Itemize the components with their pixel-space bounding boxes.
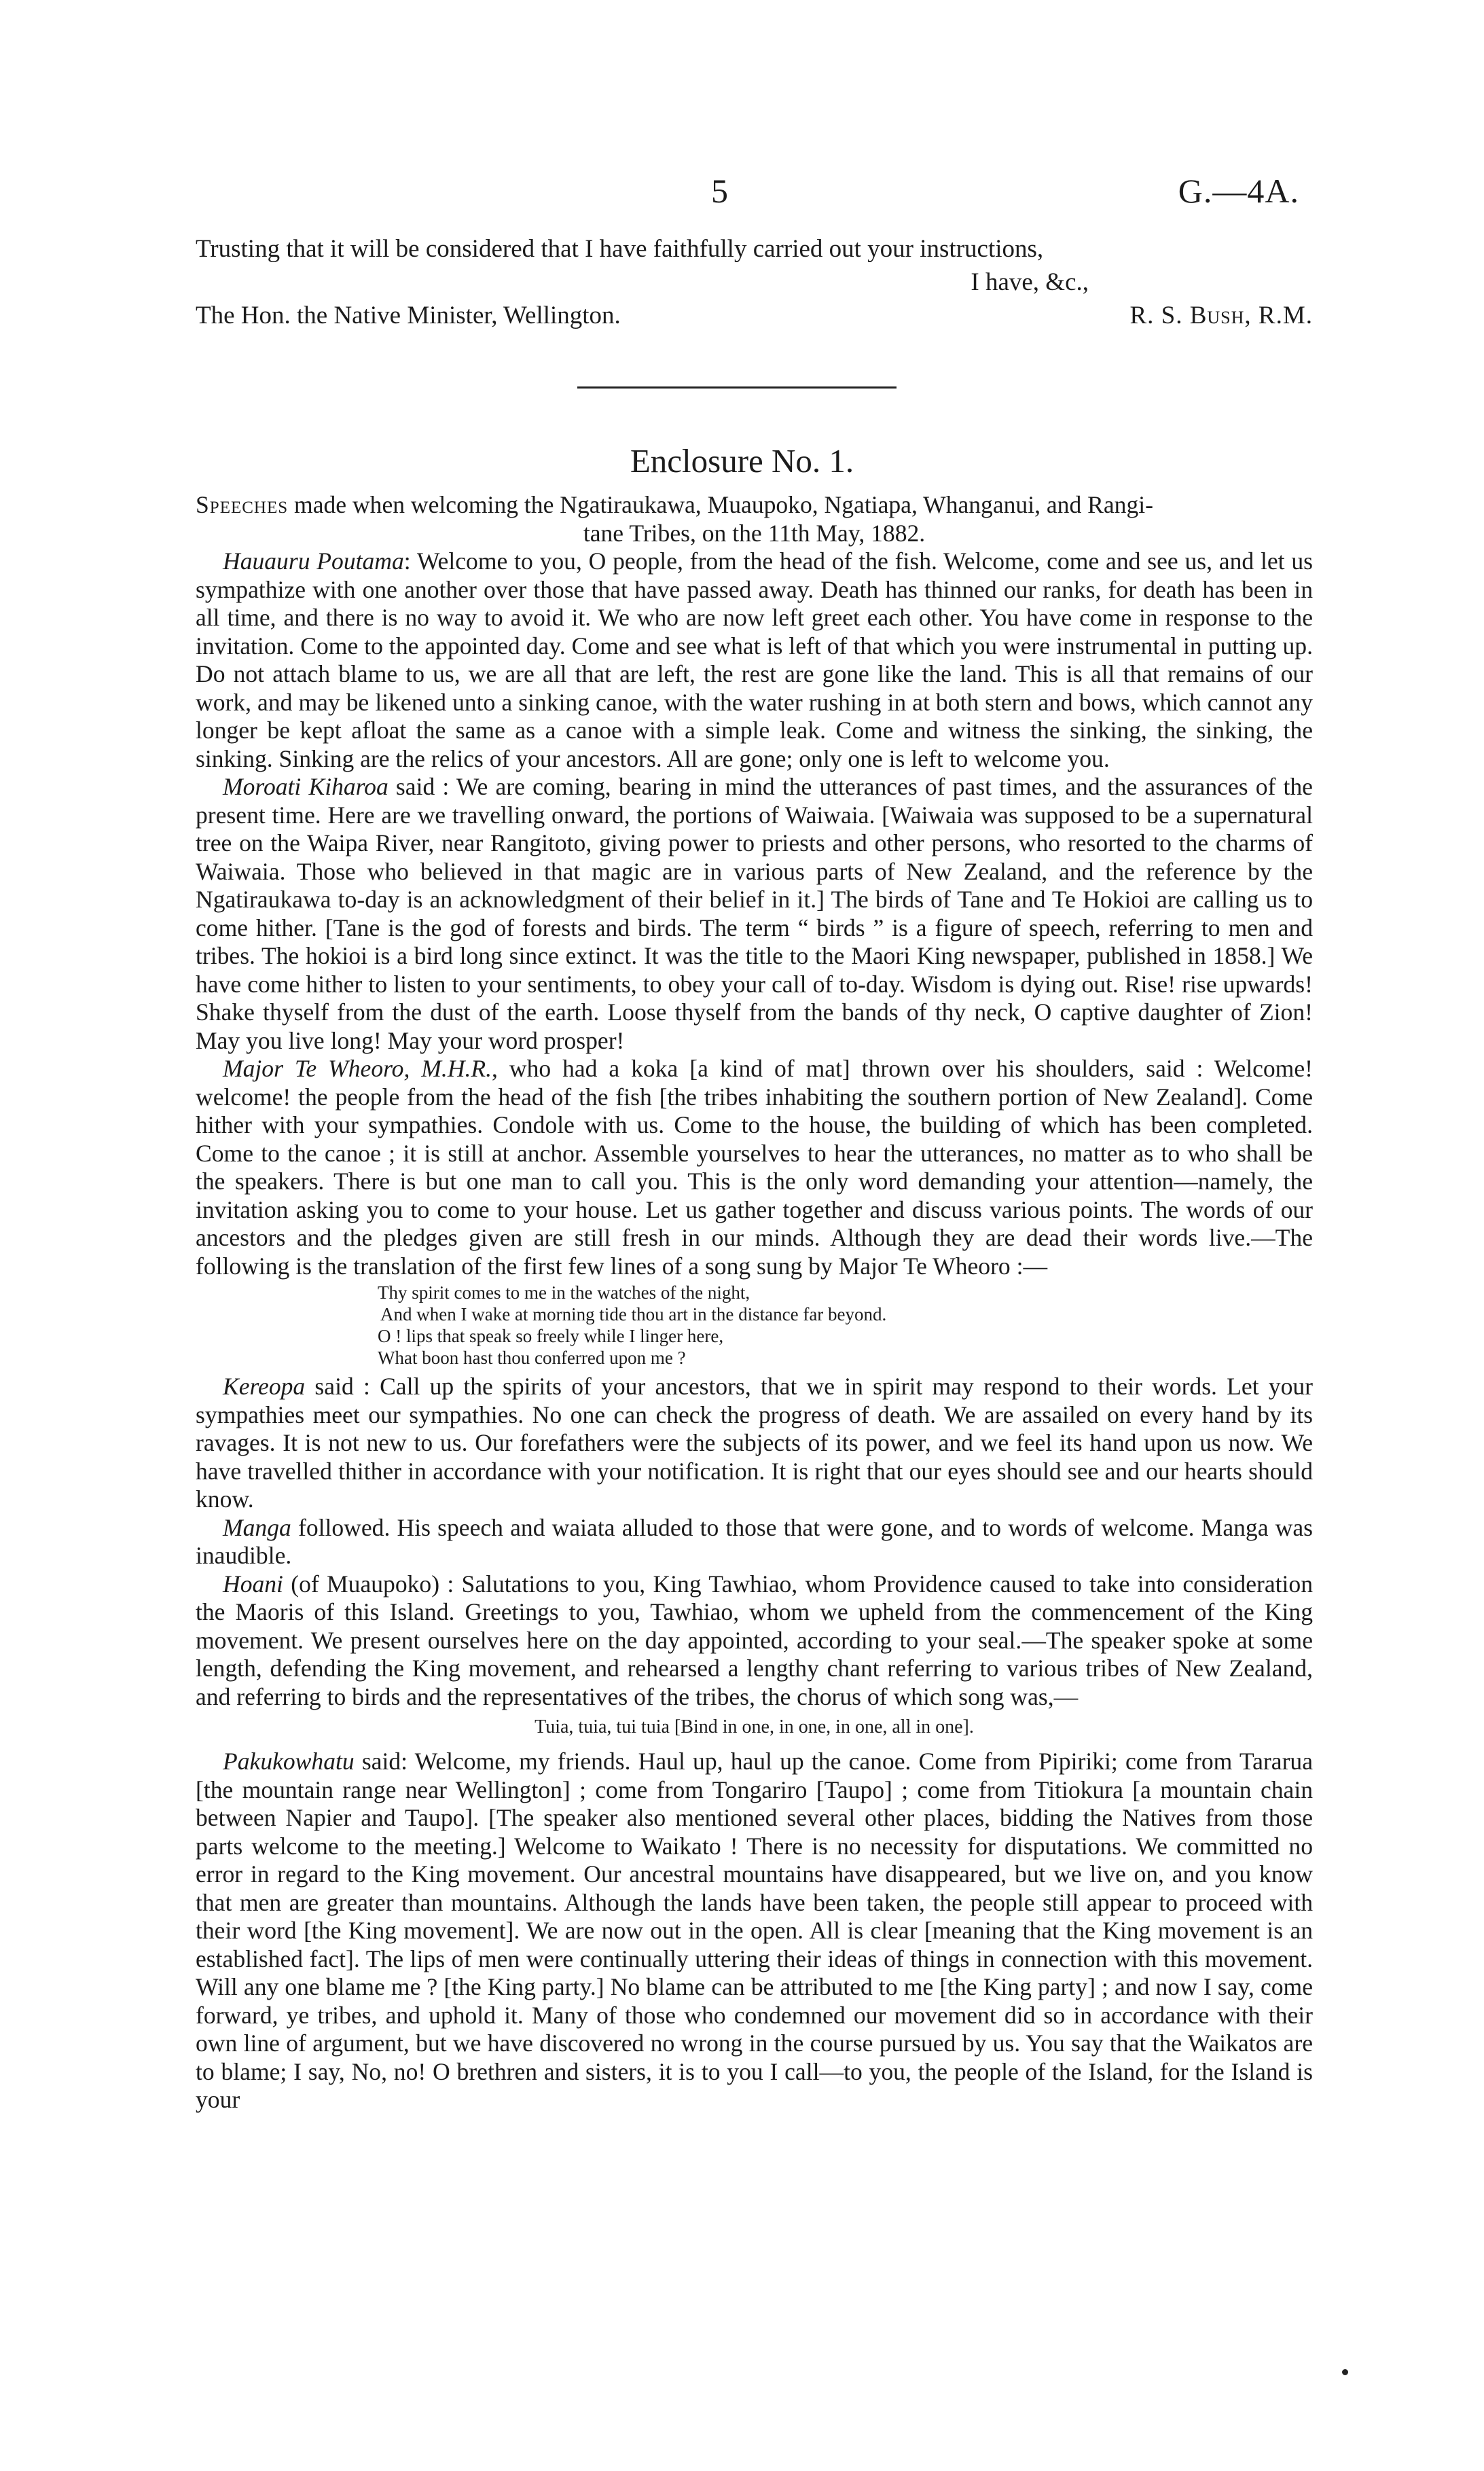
speech-paragraph — [196, 1514, 1313, 1570]
speech-lead-in: said : — [388, 773, 456, 800]
speech-paragraph — [196, 773, 1313, 1055]
print-mark — [1342, 2369, 1348, 2375]
speaker-name: Hauauru Poutama — [223, 547, 404, 575]
speech-text: Welcome! welcome! the people from the head of the fish [the tribes inhabiting the southern portion of New Zealand]. Come hither with your sympathies. Condole with us. Come to the house, the building of which has been completed. Come to the canoe ; it is still at anchor. Assemble yourselves to hear the utterances, no matter as to who shall be the speakers. There is but one man to call you. This is the only word demanding your attention—namely, the invitation asking you to come to your house. Let us gather together and discuss various points. The words of our ancestors and the pledges given are still fresh in our minds. Although they are dead their words live.—The following is the translation of the first few lines of a song sung by Major Te Wheoro :— — [196, 1055, 1313, 1280]
closing-line: Trusting that it will be considered that I have faithfully carried out your instructions, — [196, 235, 1044, 263]
song-line: What boon hast thou conferred upon me ? — [378, 1348, 686, 1368]
enclosure-title: Enclosure No. 1. — [630, 442, 854, 480]
signature: R. S. Bush, R.M. — [1129, 302, 1313, 329]
closing-salutation: I have, &c., — [971, 268, 1089, 296]
speech-paragraph — [196, 1570, 1313, 1712]
speaker-name: Pakukowhatu — [223, 1748, 355, 1775]
intro-lead: Speeches — [196, 491, 289, 518]
speech-paragraph — [196, 1373, 1313, 1514]
speech-paragraph — [196, 547, 1313, 773]
speaker-name: Major Te Wheoro, M.H.R. — [223, 1055, 492, 1082]
speech-lead-in: said : — [305, 1373, 380, 1400]
speech-text: Salutations to you, King Tawhiao, whom Providence caused to take into consideration the Maoris of this Island. Greetings to you, Tawhiao, whom we upheld from the commencement of the King movement. We present ourselves here on the day appointed, according to your seal.—The speaker spoke at some length, defending the King movement, and rehearsed a lengthy chant referring to various tribes of New Zealand, and referring to birds and the representatives of the tribes, the chorus of which song was,— — [196, 1570, 1313, 1710]
speaker-name: Manga — [223, 1513, 291, 1541]
speech-lead-in: followed. — [291, 1513, 397, 1541]
section-divider — [577, 386, 897, 389]
document-reference: G.—4A. — [1178, 172, 1299, 210]
song-line: O ! lips that speak so freely while I linger here, — [378, 1326, 724, 1346]
speech-text: We are coming, bearing in mind the utterances of past times, and the assurances of the present time. Here are we travelling onward, the portions of Waiwaia. [Waiwaia was supposed to be a supernatural tree on the Waipa River, near Rangitoto, giving power to priests and other persons, who resorted to the charms of Waiwaia. Those who believed in that magic are in various parts of New Zealand, and the reference by the Ngatiraukawa to-day is an acknowledgment of their belief in it.] The birds of Tane and Te Hokioi are calling us to come hither. [Tane is the god of forests and birds. The term “ birds ” is a figure of speech, referring to men and tribes. The hokioi is a bird long since extinct. It was the title to the Maori King newspaper, published in 1858.] We have come hither to listen to your sentiments, to obey your call of to-day. Wisdom is dying out. Rise! rise upwards! Shake thyself from the dust of the earth. Loose thyself from the bands of thy neck, O captive daughter of Zion! May you live long! May your word prosper! — [196, 773, 1313, 1054]
speech-paragraph — [196, 1748, 1313, 2114]
addressee: The Hon. the Native Minister, Wellington. — [196, 302, 621, 329]
intro-text: made when welcoming the Ngatiraukawa, Muaupoko, Ngatiapa, Whanganui, and Rangi- — [288, 491, 1153, 518]
speech-text: His speech and waiata alluded to those that were gone, and to words of welcome. Manga was inaudible. — [196, 1513, 1313, 1569]
speech-lead-in: : — [403, 547, 417, 575]
speech-paragraph — [196, 1055, 1313, 1280]
speaker-name: Kereopa — [223, 1373, 306, 1400]
page-number: 5 — [711, 172, 728, 210]
speech-text: Call up the spirits of your ancestors, that we in spirit may respond to their words. Let your sympathies meet our sympathies. No one can check the progress of death. We are assailed on every hand by its ravages. It is not new to us. Our forefathers were the subjects of its power, and we feel its hand upon us now. We have travelled thither in accordance with your notification. It is right that our eyes should see and our hearts should know. — [196, 1373, 1313, 1513]
speaker-name: Moroati Kiharoa — [223, 773, 388, 800]
closing-block — [196, 232, 1313, 332]
song-chorus: Tuia, tuia, tui tuia [Bind in one, in one, in one, all in one]. — [535, 1716, 974, 1737]
speech-lead-in: said: — [354, 1748, 415, 1775]
speaker-name: Hoani — [223, 1570, 283, 1598]
enclosure-intro-cont: tane Tribes, on the 11th May, 1882. — [583, 519, 926, 547]
speech-text: Welcome to you, O people, from the head of the fish. Welcome, come and see us, and let us sympathize with one another over those that have passed away. Death has thinned our ranks, for death has been in all time, and there is no way to avoid it. We who are now left greet each other. You have come in response to the invitation. Come to the appointed day. Come and see what is left of that which you were instrumental in putting up. Do not attach blame to us, we are all that are left, the rest are gone like the land. This is all that remains of our work, and may be likened unto a sinking canoe, with the water rushing in at both stern and bows, which cannot any longer be kept afloat the same as a canoe with a simple leak. Come and witness the sinking, the sinking, the sinking. Sinking are the relics of your ancestors. All are gone; only one is left to welcome you. — [196, 547, 1313, 772]
song-verse — [378, 1282, 1313, 1369]
speech-lead-in: , who had a koka [a kind of mat] thrown over his shoulders, said : — [492, 1055, 1214, 1082]
signature-row — [196, 299, 1313, 332]
song-line: Thy spirit comes to me in the watches of the night, — [378, 1282, 750, 1303]
enclosure-intro — [196, 491, 1313, 520]
speech-lead-in: (of Muaupoko) : — [283, 1570, 462, 1598]
document-body — [196, 491, 1313, 2114]
speech-text: Welcome, my friends. Haul up, haul up the canoe. Come from Pipiriki; come from Tararua [the mountain range near Wellington] ; come from Tongariro [Taupo] ; come from Titiokura [a mountain chain between Napier and Taupo]. [The speaker also mentioned several other places, bidding the Natives from those parts welcome to the meeting.] Welcome to Waikato ! There is no necessity for disputations. We committed no error in regard to the King movement. Our ancestral mountains have disappeared, but we live on, and you know that men are greater than mountains. Although the lands have been taken, the people still appear to proceed with their word [the King movement]. We are now out in the open. All is clear [meaning that the King movement is an established fact]. The lips of men were continually uttering their ideas of things in connection with this movement. Will any one blame me ? [the King party.] No blame can be attributed to me [the King party] ; and now I say, come forward, ye tribes, and uphold it. Many of those who condemned our movement did so in accordance with their own line of argument, but we have discovered no wrong in the course pursued by us. You say that the Waikatos are to blame; I say, No, no! O brethren and sisters, it is to you I call—to you, the people of the Island, for the Island is your — [196, 1748, 1313, 2113]
song-line: And when I wake at morning tide thou art in the distance far beyond. — [380, 1304, 887, 1324]
